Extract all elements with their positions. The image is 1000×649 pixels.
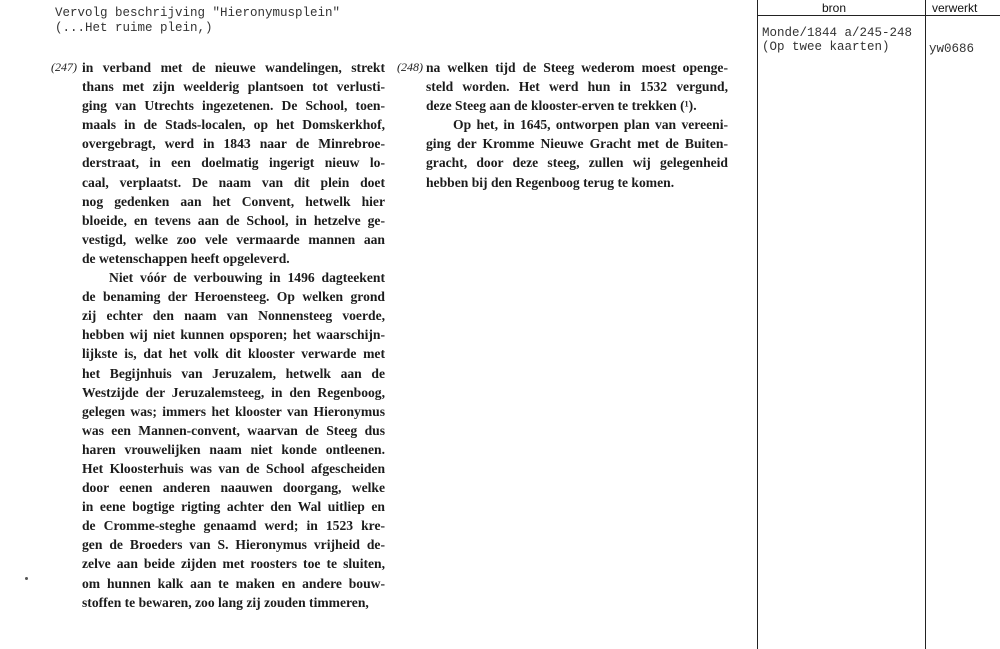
verwerkt-code: yw0686 bbox=[929, 42, 975, 56]
text-line: steld worden. Het werd hun in 1532 vergund, bbox=[426, 79, 728, 95]
text-line: was een Mannen-convent, waarvan de Steeg dus bbox=[82, 422, 385, 438]
text-line: Niet vóór de verbouwing in 1496 dagteekent bbox=[109, 270, 385, 286]
bron-note: (Op twee kaarten) bbox=[762, 40, 890, 54]
header-title: Vervolg beschrijving "Hieronymusplein" bbox=[55, 6, 341, 20]
text-line: caal, verplaatst. De naam van dit plein doet bbox=[82, 174, 385, 190]
text-line: nog gedenken aan het Convent, hetwelk hier bbox=[82, 193, 385, 209]
page-marker-247: (247) bbox=[51, 60, 77, 74]
text-line: bloeide, en tevens aan de School, in hetzelve ge- bbox=[82, 212, 385, 228]
text-line: lijkste is, dat het volk dit klooster verwarde met bbox=[82, 346, 385, 362]
text-line: ging der Kromme Nieuwe Gracht met de Buiten- bbox=[426, 136, 728, 152]
text-line: in eene bogtige rigting achter den Wal uitliep en bbox=[82, 499, 385, 515]
text-line: thans met zijn weelderig plantsoen tot verlusti- bbox=[82, 79, 385, 95]
text-line: na welken tijd de Steeg wederom moest openge- bbox=[426, 60, 728, 75]
left-text-column bbox=[82, 58, 385, 612]
table-header-rule bbox=[757, 15, 1000, 16]
text-line: hebben wij niet kunnen opsporen; het waarschijn- bbox=[82, 327, 385, 343]
text-line: derstraat, in een doelmatig ingerigt nieuw lo- bbox=[82, 155, 385, 171]
text-line: door eenen anderen naauwen doorgang, welke bbox=[82, 480, 385, 496]
header-subtitle: (...Het ruime plein,) bbox=[55, 21, 213, 35]
table-divider bbox=[757, 0, 758, 649]
page-marker-248: (248) bbox=[397, 60, 423, 74]
text-line: zij echter den naam van Nonnensteeg voerde, bbox=[82, 308, 385, 324]
right-text-column bbox=[426, 58, 728, 192]
text-line: gracht, door deze steeg, zullen wij gelegenheid bbox=[426, 155, 728, 171]
text-line: maals in de Stads-localen, op het Domskerkhof, bbox=[82, 117, 385, 133]
text-line: ging van Utrechts ingezetenen. De School, toen- bbox=[82, 98, 385, 114]
text-line: de Cromme-steghe genaamd werd; in 1523 kre- bbox=[82, 518, 385, 534]
scan-speck bbox=[25, 577, 28, 580]
column-header-verwerkt: verwerkt bbox=[932, 1, 978, 15]
text-line: stoffen te bewaren, zoo lang zij zouden timmeren, bbox=[82, 594, 369, 610]
text-line: gelegen was; immers het klooster van Hieronymus bbox=[82, 403, 385, 419]
text-line: Het Kloosterhuis was van de School afgescheiden bbox=[82, 460, 385, 476]
text-line: overgebragt, werd in 1843 naar de Minrebroe- bbox=[82, 136, 385, 152]
text-line: om hunnen kalk aan te maken en andere bouw- bbox=[82, 575, 385, 591]
text-line: Westzijde der Jeruzalemsteeg, in den Regenboog, bbox=[82, 384, 385, 400]
text-line: het Begijnhuis van Jeruzalem, hetwelk aan de bbox=[82, 365, 385, 381]
table-divider bbox=[925, 0, 926, 649]
text-line: haren vrouwelijken naam niet konde ontleenen. bbox=[82, 441, 385, 457]
text-line: hebben bij den Regenboog terug te komen. bbox=[426, 174, 675, 190]
column-header-bron: bron bbox=[822, 1, 847, 15]
text-line: de benaming der Heroensteeg. Op welken grond bbox=[82, 289, 385, 305]
text-line: Op het, in 1645, ontworpen plan van vereeni- bbox=[453, 117, 728, 133]
text-line: de wetenschappen heeft opgeleverd. bbox=[82, 250, 290, 266]
text-line: deze Steeg aan de klooster-erven te trekken (¹). bbox=[426, 98, 697, 114]
text-line: zelve aan beide zijden met roosters toe te sluiten, bbox=[82, 556, 385, 572]
text-line: vestigd, welke zoo vele vermaarde mannen aan bbox=[82, 231, 385, 247]
bron-reference: Monde/1844 a/245-248 bbox=[762, 26, 913, 40]
text-line: gen de Broeders van S. Hieronymus vrijheid de- bbox=[82, 537, 385, 553]
text-line: in verband met de nieuwe wandelingen, strekt bbox=[82, 60, 385, 75]
